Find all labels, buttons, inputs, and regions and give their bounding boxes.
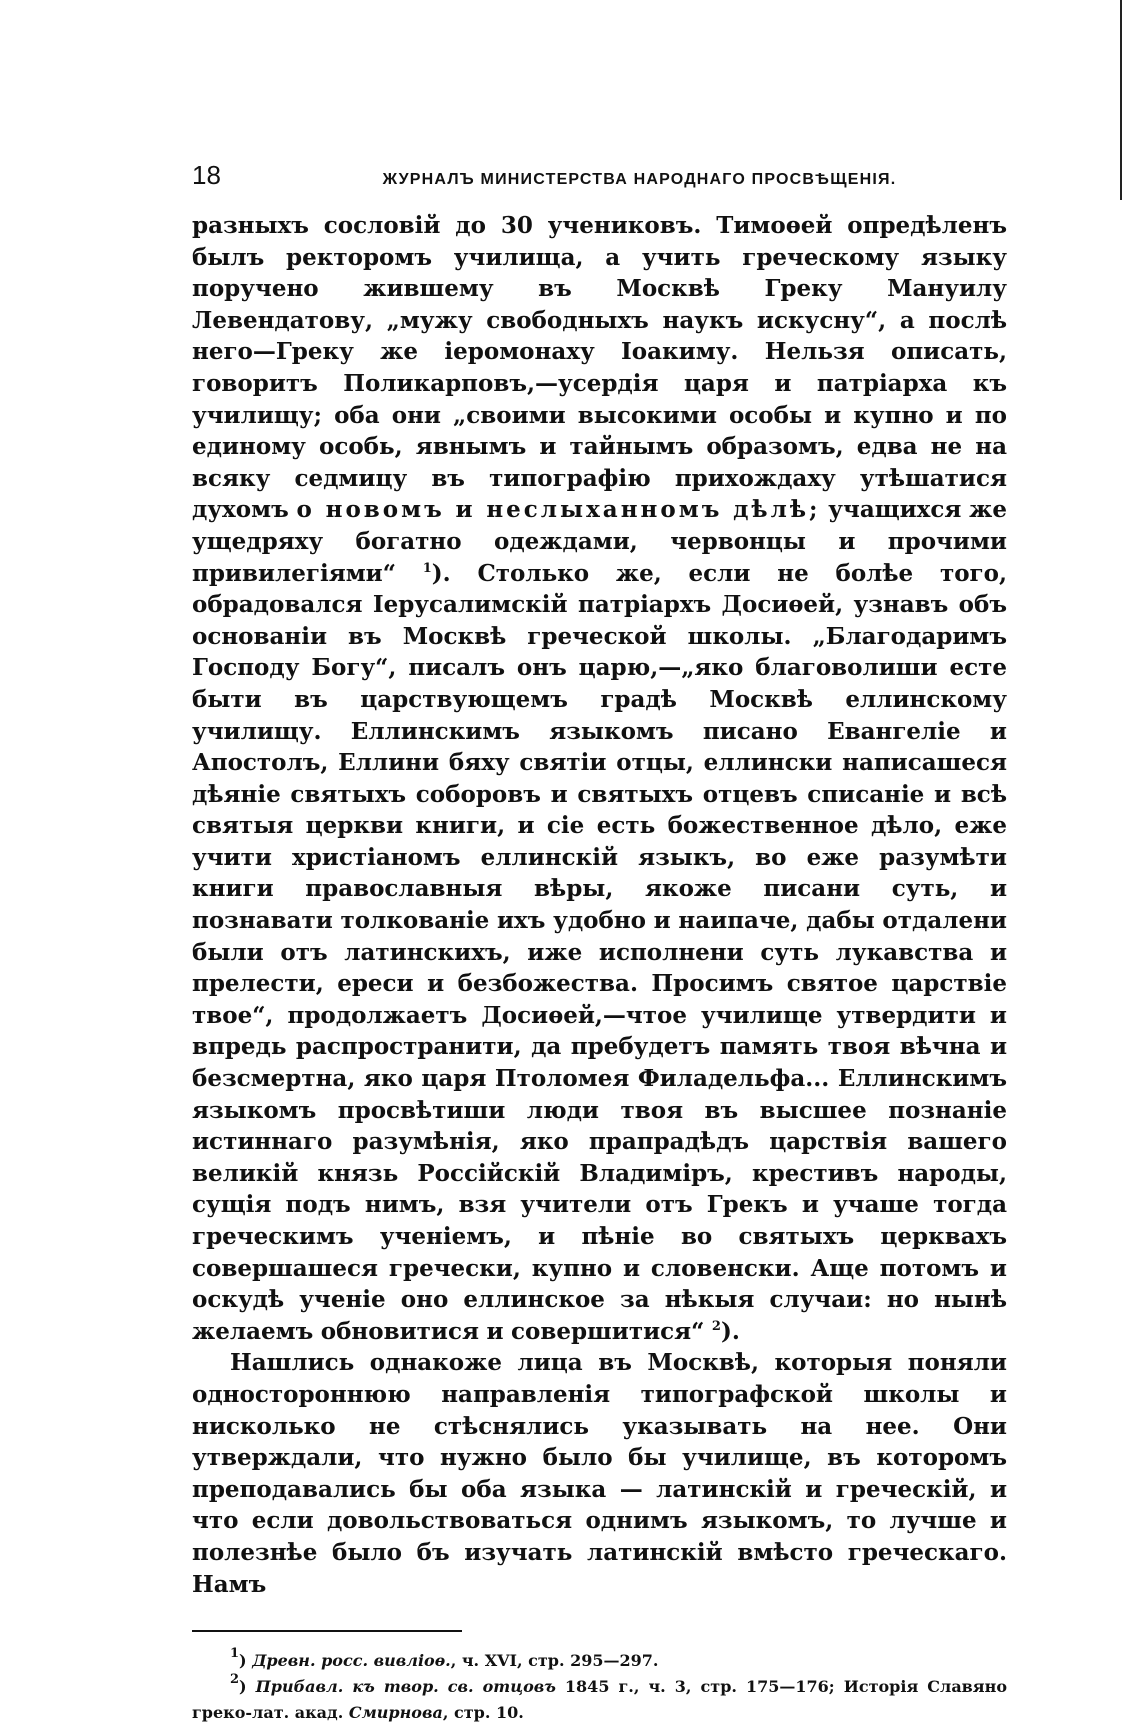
page-number: 18 — [192, 160, 221, 190]
running-head: ЖУРНАЛЪ МИНИСТЕРСТВА НАРОДНАГО ПРОСВѢЩЕНІЯ. — [382, 171, 897, 188]
footnote-ref-1[interactable]: 1 — [422, 560, 432, 576]
paragraph-2: Нашлись однакоже лица въ Москвѣ, которыя поняли одностороннюю направленія типографской школы и нисколько не стѣснялись указывать на нее. Они утверждали, что нужно было бы училище, въ которомъ преподавались бы оба языка — латинскій и греческій, и что если довольствоваться однимъ языкомъ, то лучше и полезнѣе было бъ изучать латинскій вмѣсто греческаго. Намъ — [192, 1349, 1007, 1598]
footnote-2-end: , стр. 10. — [442, 1703, 524, 1723]
paragraph-1-part-3: ). Столько же, если не болѣе того, обрадовался Іерусалимскій патріархъ Досиѳей, узнавъ объ основаніи въ Москвѣ греческой школы. „Благодаримъ Господу Богу“, писалъ онъ царю,—„яко благоволиши есте быти въ царствующемъ градѣ Москвѣ еллинскому училищу. Еллинскимъ языкомъ писано Евангеліе и Апостолъ, Еллини бяху святіи отцы, еллински написашеся дѣяніе святыхъ соборовъ и святыхъ отцевъ списаніе и всѣ святыя церкви книги, и сіе есть божественное дѣло, еже учити христіаномъ еллинскій языкъ, во еже разумѣти книги православныя вѣры, якоже писани суть, и познавати толкованіе ихъ удобно и наипаче, дабы отдалени были отъ латинскихъ, иже исполнени суть лукавства и прелести, ереси и безбожества. Просимъ святое царствіе твое“, продолжаетъ Досиѳей,—чтое училище утвердити и впредь распространити, да пребудетъ память твоя вѣчна и безсмертна, яко царя Птоломея Филадельфа... Еллинскимъ языкомъ просвѣтиши люди твоя въ высшее познаніе истиннаго разумѣнія, яко прапрадѣдъ царствія вашего великій князь Россійскій Владиміръ, крестивъ народы, сущія подъ нимъ, взя учители отъ Грекъ и учаше тогда греческимъ ученіемъ, и пѣніе во святыхъ церквахъ совершашеся гречески, купно и словенски. Аще потомъ и оскудѣ ученіе оно еллинское за нѣкыя случаи: но нынѣ желаемъ обновитися и совершитися“ — [192, 559, 1007, 1345]
paragraph-1 — [192, 210, 1007, 1347]
spaced-emphasis: о новомъ и неслыханномъ дѣлѣ; — [296, 496, 821, 524]
footnote-1-mark: 1 — [230, 1646, 240, 1662]
scan-edge-line — [1120, 0, 1122, 200]
footnote-1-rest: , ч. XVI, стр. 295—297. — [450, 1651, 659, 1671]
paragraph-1-part-1: разныхъ сословій до 30 учениковъ. Тимоѳей опредѣленъ былъ ректоромъ училища, а учить греческому языку поручено жившему въ Москвѣ Греку Мануилу Левендатову, „мужу свободныхъ наукъ искусну“, а послѣ него—Греку же іеромонаху Іоакиму. Нельзя описать, говоритъ Поликарповъ,—усердія царя и патріарха къ училищу; оба они „своими высокими особы и купно и по единому особь, явнымъ и тайнымъ образомъ, едва не на всяку седмицу въ типографію прихождаху утѣшатися духомъ — [192, 212, 1007, 524]
footnote-2-source: Прибавл. къ твор. св. отцовъ — [255, 1677, 556, 1697]
paragraph-1-part-4: ). — [720, 1317, 740, 1345]
footnotes — [192, 1648, 1007, 1726]
footnote-ref-2[interactable]: 2 — [711, 1318, 721, 1334]
paragraph-1-part-2: учащихся же ущедряху богатно одеждами, червонцы и прочими привилегіями“ — [192, 496, 1008, 587]
page-header — [192, 160, 1007, 190]
footnote-1: $^1$) Древн. росс. вивліоѳ., ч. XVI, стр. 295—297. — [230, 1646, 659, 1671]
footnote-1-source: Древн. росс. вивліоѳ. — [252, 1651, 451, 1671]
footnote-2-author: Смирнова — [348, 1703, 443, 1723]
footnote-divider — [192, 1630, 462, 1632]
body-text — [192, 210, 1007, 1600]
book-page — [192, 160, 1007, 1726]
footnote-2-middle: 1845 г., ч. 3, стр. 175—176; Исторія Славяно греко-лат. акад. — [192, 1677, 1007, 1723]
footnote-2-mark: 2 — [230, 1672, 240, 1688]
footnote-2: $^2$) Прибавл. къ твор. св. отцовъ 1845 г., ч. 3, стр. 175—176; Исторія Славяно греко-лат. акад. Смирнова, стр. 10. — [192, 1672, 1007, 1723]
